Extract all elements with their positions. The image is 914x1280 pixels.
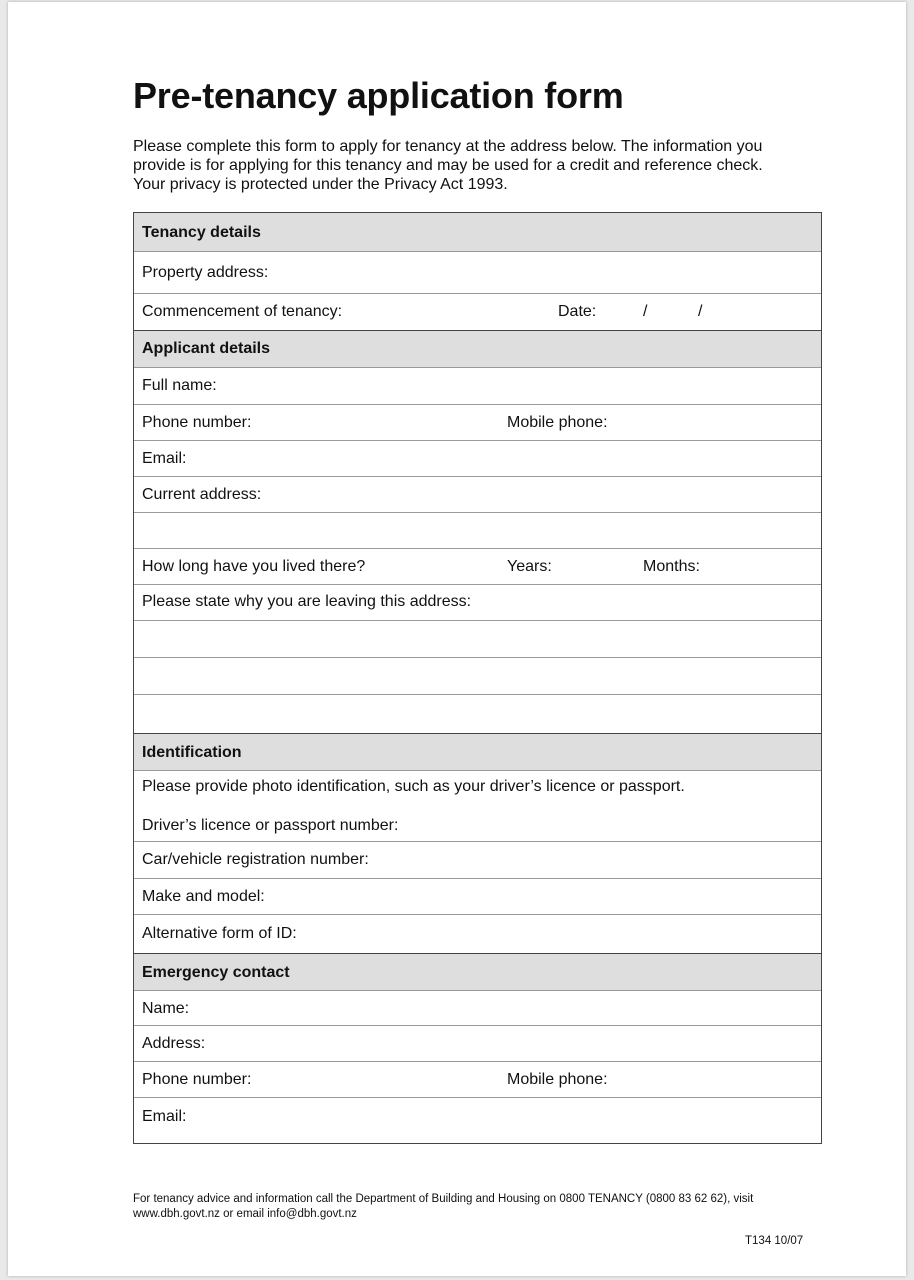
emergency-name-label: Name: [142,1000,190,1017]
field-time-at-address[interactable] [134,549,821,585]
field-emergency-name[interactable] [134,991,821,1026]
full-name-label: Full name: [142,377,217,394]
property-address-label: Property address: [142,264,269,281]
section-title-emergency: Emergency contact [142,964,290,981]
identification-instruction-text: Please provide photo identification, such as your driver’s licence or passport. [142,778,685,795]
date-label: Date: [558,303,597,320]
document-page [8,2,906,1276]
emergency-mobile-label: Mobile phone: [507,1071,608,1088]
field-reason-line-2[interactable] [134,621,821,658]
current-address-label: Current address: [142,486,262,503]
mobile-phone-label: Mobile phone: [507,414,608,431]
field-emergency-email[interactable] [134,1098,821,1143]
field-commencement-of-tenancy[interactable] [134,294,821,330]
licence-passport-label: Driver’s licence or passport number: [142,817,399,834]
field-make-and-model[interactable] [134,879,821,915]
form-code: T134 10/07 [745,1235,804,1247]
months-label: Months: [643,558,700,575]
emergency-phone-label: Phone number: [142,1071,252,1088]
field-current-address[interactable] [134,477,821,513]
field-email[interactable] [134,441,821,477]
phone-number-label: Phone number: [142,414,252,431]
field-reason-line-4[interactable] [134,695,821,733]
page-title: Pre-tenancy application form [133,75,624,116]
field-emergency-phone[interactable] [134,1062,821,1098]
date-separator-1: / [643,303,648,320]
intro-line-3: Your privacy is protected under the Privacy Act 1993. [133,176,508,193]
field-reason-line-3[interactable] [134,658,821,695]
field-vehicle-registration[interactable] [134,842,821,879]
section-title-applicant: Applicant details [142,340,271,357]
footer-line-2: www.dbh.govt.nz or email info@dbh.govt.nz [133,1208,357,1220]
emergency-email-label: Email: [142,1108,187,1125]
email-label: Email: [142,450,187,467]
section-header-applicant [134,330,821,368]
section-header-identification [134,733,821,771]
field-current-address-line-2[interactable] [134,513,821,549]
field-phone-number[interactable] [134,405,821,441]
reason-for-leaving-label: Please state why you are leaving this address: [142,593,472,610]
alternative-id-label: Alternative form of ID: [142,925,297,942]
vehicle-registration-label: Car/vehicle registration number: [142,851,369,868]
field-licence-passport-number[interactable] [134,807,821,842]
section-header-tenancy [134,213,821,252]
field-full-name[interactable] [134,368,821,405]
emergency-address-label: Address: [142,1035,206,1052]
field-emergency-address[interactable] [134,1026,821,1062]
section-title-identification: Identification [142,744,242,761]
footer-contact-info [133,1192,813,1222]
field-property-address[interactable] [134,252,821,294]
section-title-tenancy: Tenancy details [142,224,261,241]
application-form-table [133,212,822,1144]
intro-paragraph [133,137,813,194]
field-alternative-id[interactable] [134,915,821,953]
make-and-model-label: Make and model: [142,888,265,905]
years-label: Years: [507,558,552,575]
intro-line-2: provide is for applying for this tenancy and may be used for a credit and reference check. [133,157,763,174]
intro-line-1: Please complete this form to apply for tenancy at the address below. The information you [133,138,763,155]
commencement-label: Commencement of tenancy: [142,303,343,320]
section-header-emergency [134,953,821,991]
identification-instruction [134,771,821,807]
field-reason-for-leaving[interactable] [134,585,821,621]
date-separator-2: / [698,303,703,320]
footer-line-1: For tenancy advice and information call the Department of Building and Housing on 0800 TENANCY (0800 83 62 62), visit [133,1193,754,1205]
how-long-label: How long have you lived there? [142,558,366,575]
